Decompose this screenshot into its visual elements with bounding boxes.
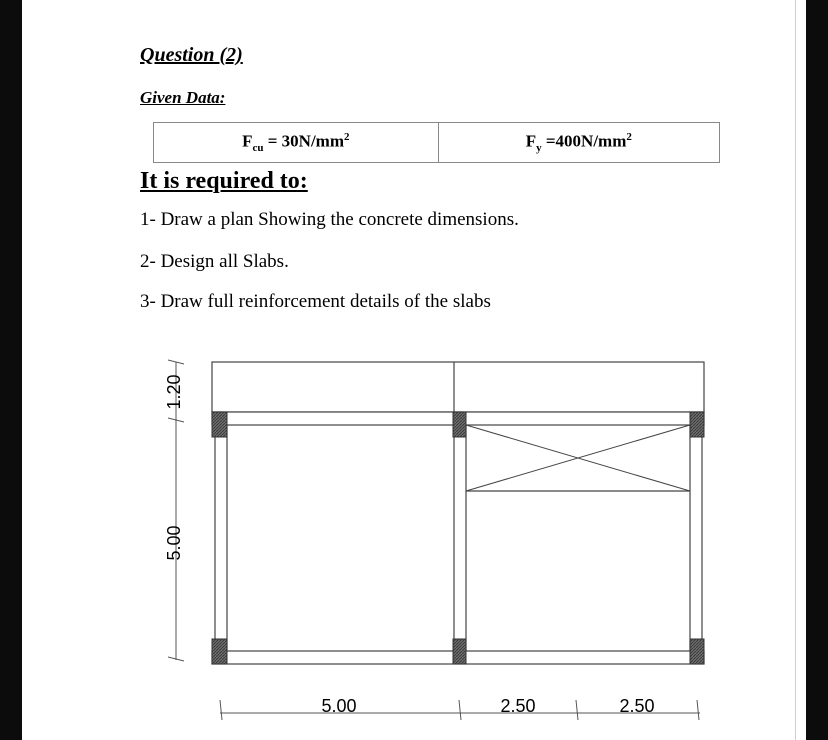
column [212,412,227,437]
cantilever-slab [212,362,704,412]
requirement-3: 3- Draw full reinforcement details of the slabs [140,291,491,312]
column [212,639,227,664]
column [453,639,466,664]
question-title: Question (2) [140,44,243,66]
dim-tick [697,700,699,720]
column [690,412,704,437]
dim-label-1-20: 1.20 [164,374,184,410]
column [690,639,704,664]
dim-label-5-00-vertical: 5.00 [164,525,184,561]
required-heading: It is required to: [140,168,308,194]
given-data-label: Given Data: [140,88,226,107]
column [453,412,466,437]
middle-beam [454,425,466,651]
dim-label-2-50-left: 2.50 [500,696,536,716]
left-beam [215,425,227,651]
dim-tick [576,700,578,720]
requirement-2: 2- Design all Slabs. [140,251,289,272]
dim-tick [220,700,222,720]
fcu-cell: $F_{cu} = 30N/mm^2$ [154,123,439,163]
dim-label-2-50-right: 2.50 [619,696,655,716]
dim-label-5-00-horizontal: 5.00 [321,696,357,716]
requirement-1: 1- Draw a plan Showing the concrete dimensions. [140,209,519,230]
dim-tick [459,700,461,720]
fy-cell: $F_y =400N/mm^2$ [438,123,719,163]
right-beam [690,425,702,651]
